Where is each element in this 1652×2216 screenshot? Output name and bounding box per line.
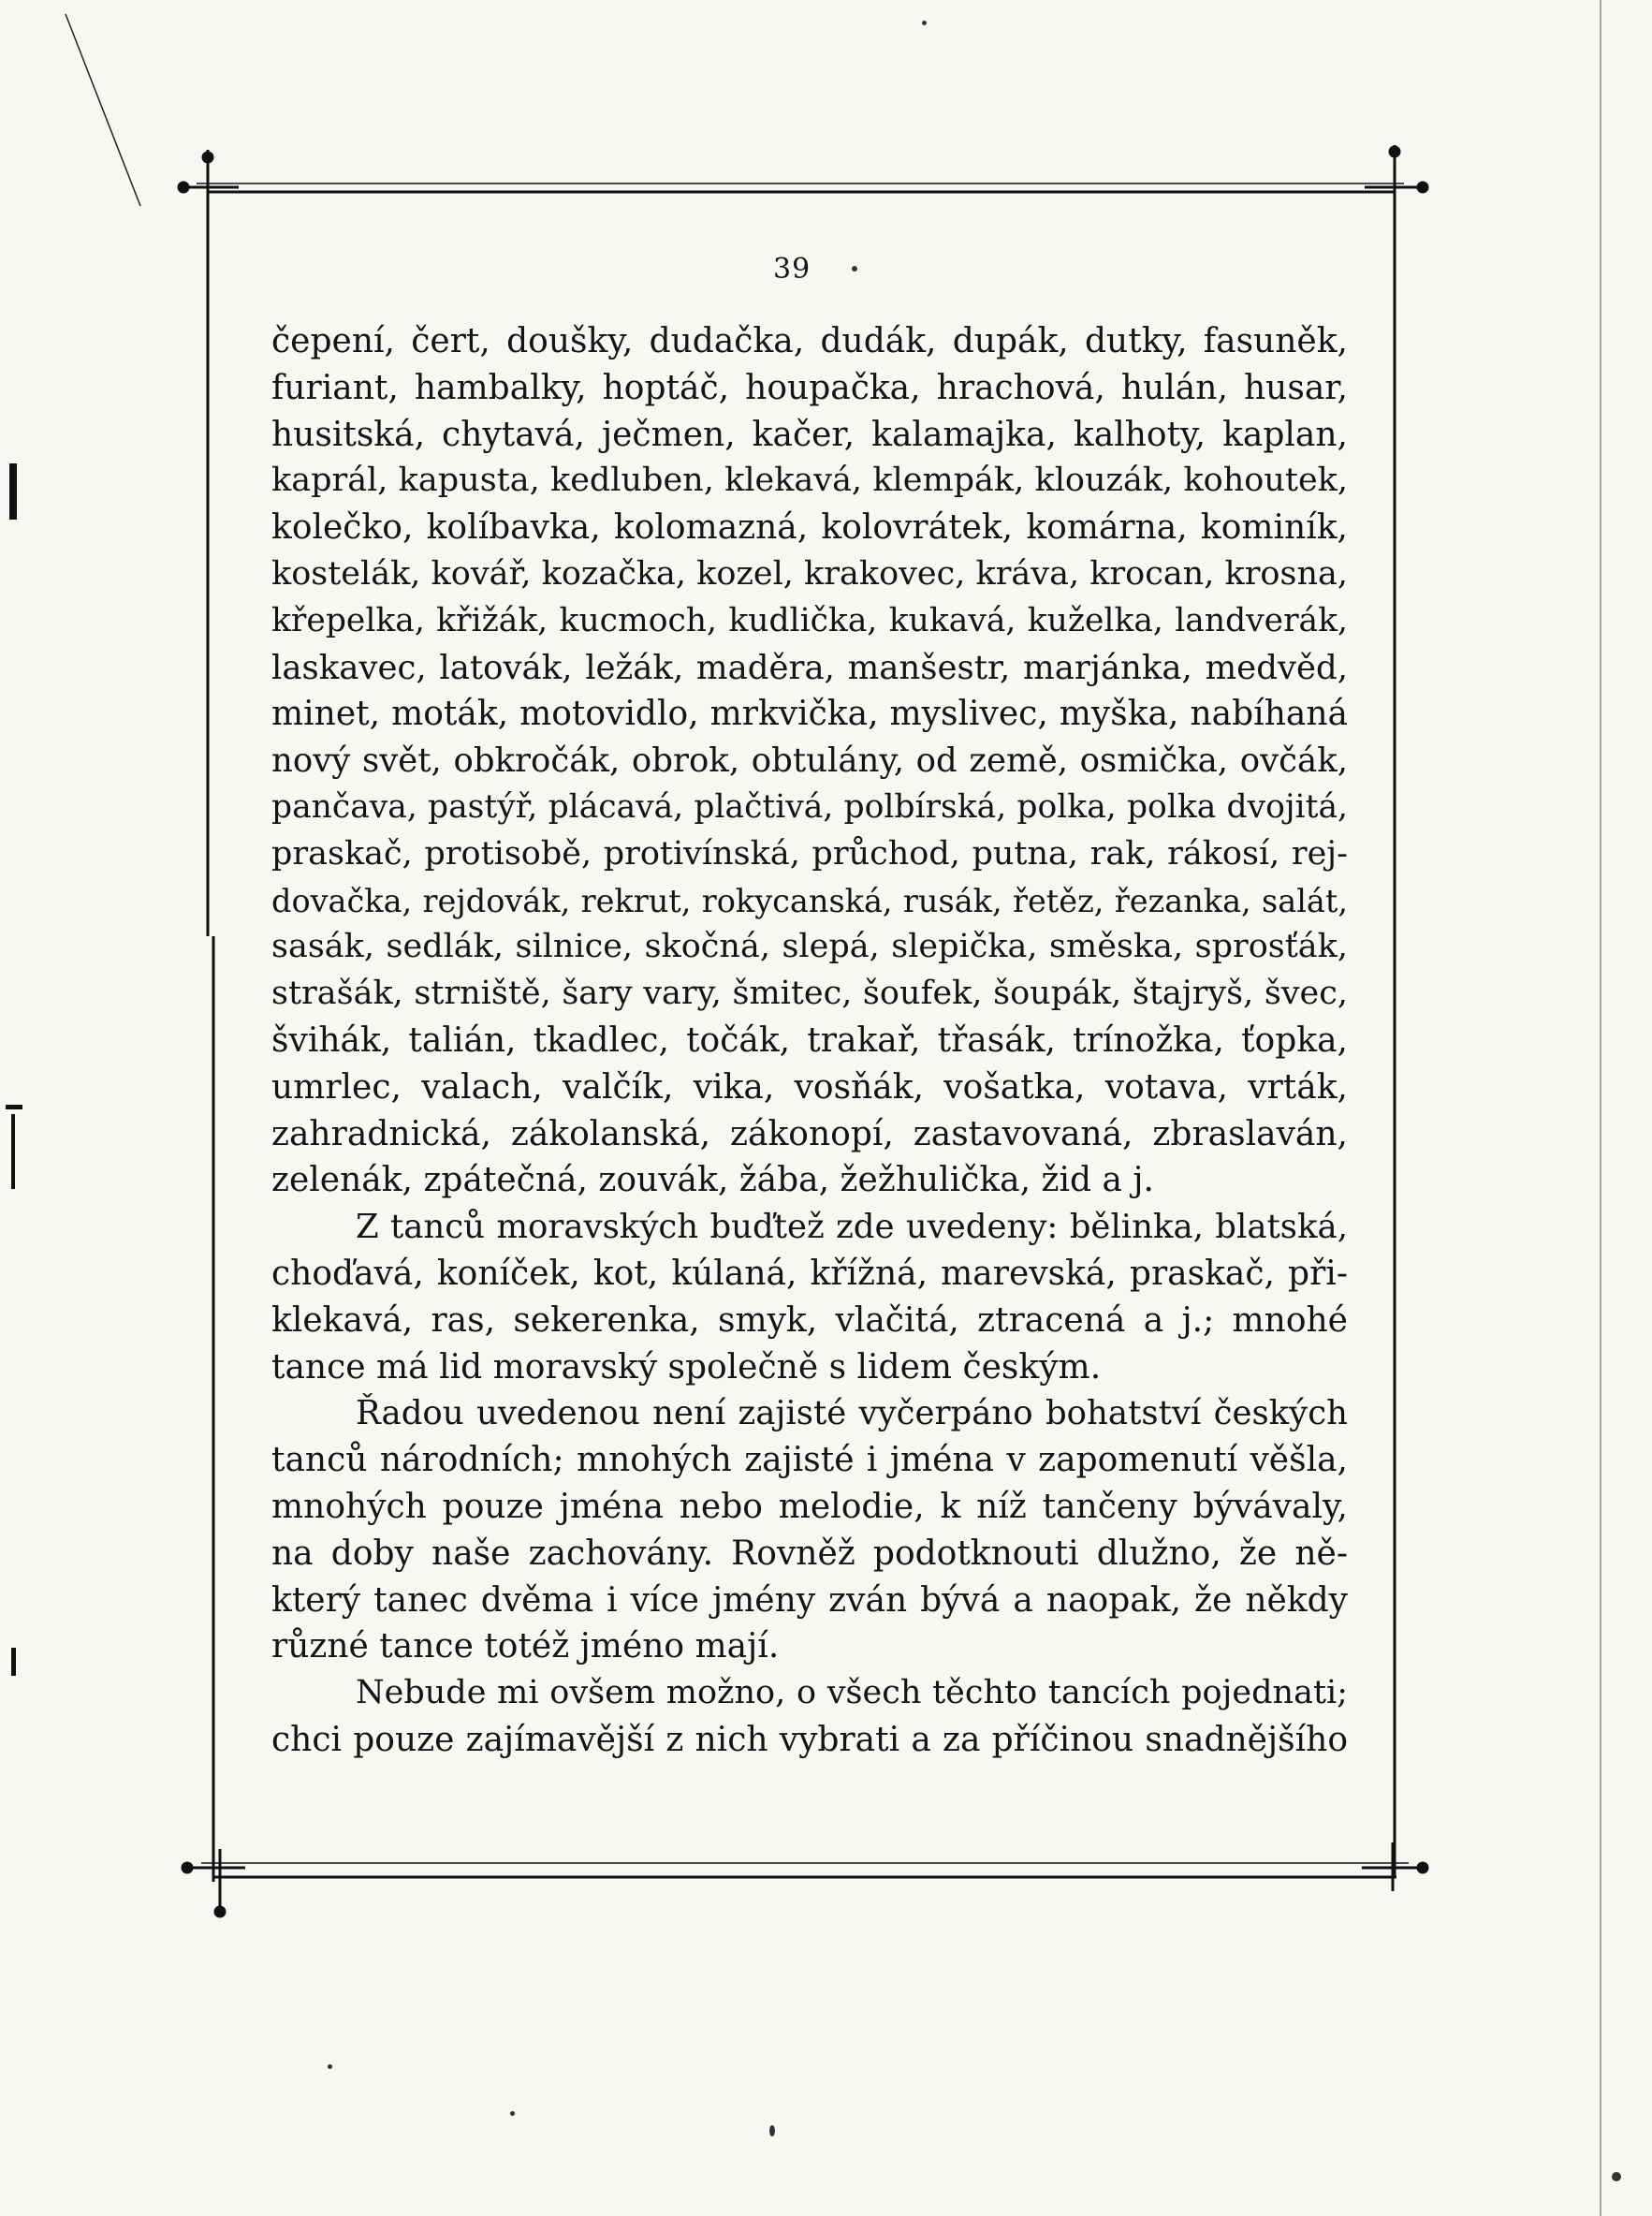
text-line: nový svět, obkročák, obrok, obtulány, od země, osmička, ovčák,	[271, 741, 1348, 781]
speck	[1612, 2172, 1621, 2181]
speck	[852, 266, 857, 271]
text-line: čepení, čert, doušky, dudačka, dudák, dupák, dutky, fasuněk,	[271, 322, 1348, 360]
text-line: různé tance totéž jméno mají.	[271, 1627, 780, 1666]
text-line: chci pouze zajímavější z nich vybrati a za příčinou snadnějšího	[271, 1720, 1348, 1759]
text-line: choďavá, koníček, kot, kúlaná, křížná, marevská, praskač, při-	[271, 1254, 1348, 1293]
text-line: tanců národních; mnohých zajisté i jména v zapomenutí věšla,	[271, 1441, 1348, 1480]
text-line: Z tanců moravských buďtež zde uvedeny: bělinka, blatská,	[356, 1208, 1348, 1247]
scan-edge-mark	[11, 1648, 16, 1676]
text-line: praskač, protisobě, protivínská, průchod, putna, rak, rákosí, rej-	[271, 834, 1348, 873]
scan-edge-mark	[11, 1114, 15, 1189]
text-line: mnohých pouze jména nebo melodie, k níž tančeny bývávaly,	[271, 1487, 1348, 1526]
text-line: sasák, sedlák, silnice, skočná, slepá, slepička, směska, sprosťák,	[271, 928, 1348, 966]
body-text	[271, 318, 1348, 1764]
text-line: pančava, pastýř, plácavá, plačtivá, polbírská, polka, polka dvojitá,	[271, 787, 1348, 826]
text-line: klekavá, ras, sekerenka, smyk, vlačitá, ztracená a j.; mnohé	[271, 1300, 1348, 1340]
text-line: Nebude mi ovšem možno, o všech těchto tancích pojednati;	[356, 1674, 1348, 1712]
text-line: minet, moták, motovidlo, mrkvička, myslivec, myška, nabíhaná	[271, 695, 1348, 734]
text-line: kostelák, kovář, kozačka, kozel, krakovec, kráva, krocan, krosna,	[271, 554, 1348, 593]
text-line: strašák, strniště, šary vary, šmitec, šoufek, šoupák, štajryš, švec,	[271, 975, 1348, 1013]
text-line: tance má lid moravský společně s lidem českým.	[271, 1347, 1102, 1387]
speck	[922, 21, 927, 25]
text-line: furiant, hambalky, hoptáč, houpačka, hrachová, hulán, husar,	[271, 368, 1348, 407]
text-line: na doby naše zachovány. Rovněž podotknouti dlužno, že ně-	[271, 1534, 1348, 1573]
scan-edge-mark	[6, 1105, 22, 1109]
speck	[510, 2111, 515, 2116]
text-line: kaprál, kapusta, kedluben, klekavá, klempák, klouzák, kohoutek,	[271, 462, 1348, 500]
text-line: Řadou uvedenou není zajisté vyčerpáno bohatství českých	[356, 1394, 1348, 1433]
text-line: křepelka, křižák, kucmoch, kudlička, kukavá, kuželka, landverák,	[271, 601, 1348, 639]
text-line: laskavec, latovák, ležák, maděra, manšestr, marjánka, medvěd,	[271, 648, 1348, 687]
page-number: 39	[773, 253, 811, 286]
text-line: který tanec dvěma i více jmény zván bývá a naopak, že někdy	[271, 1580, 1348, 1620]
text-line: zelenák, zpátečná, zouvák, žába, žežhulička, žid a j.	[271, 1161, 1154, 1200]
scan-edge-mark	[9, 463, 17, 520]
text-line: umrlec, valach, valčík, vika, vosňák, vošatka, votava, vrták,	[271, 1067, 1348, 1107]
text-line: husitská, chytavá, ječmen, kačer, kalamajka, kalhoty, kaplan,	[271, 415, 1348, 454]
speck	[328, 2064, 332, 2069]
text-line: kolečko, kolíbavka, kolomazná, kolovrátek, komárna, kominík,	[271, 508, 1348, 548]
text-line: dovačka, rejdovák, rekrut, rokycanská, rusák, řetěz, řezanka, salát,	[271, 882, 1348, 919]
text-line: zahradnická, zákolanská, zákonopí, zastavovaná, zbraslaván,	[271, 1114, 1348, 1153]
speck	[769, 2125, 775, 2136]
text-line: švihák, talián, tkadlec, točák, trakař, třasák, trínožka, ťopka,	[271, 1020, 1348, 1060]
